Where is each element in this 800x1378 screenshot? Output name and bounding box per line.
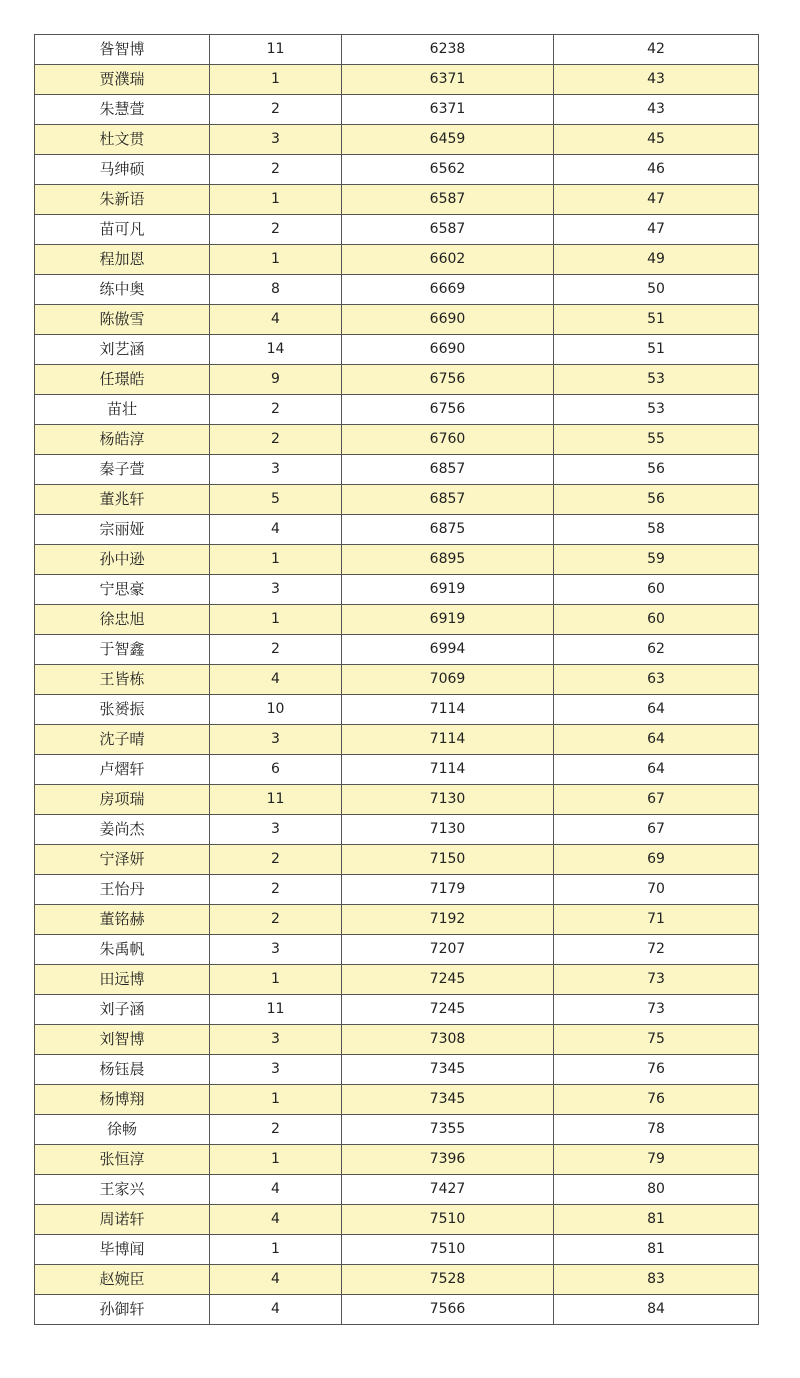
rank-cell: 76 xyxy=(554,1055,759,1085)
count-cell: 2 xyxy=(210,155,342,185)
table-row xyxy=(35,65,759,95)
name-cell: 宁思豪 xyxy=(35,575,210,605)
table-row xyxy=(35,575,759,605)
name-cell: 沈子晴 xyxy=(35,725,210,755)
rank-cell: 50 xyxy=(554,275,759,305)
table-row xyxy=(35,845,759,875)
rank-cell: 79 xyxy=(554,1145,759,1175)
score-cell: 6760 xyxy=(342,425,554,455)
name-cell: 徐畅 xyxy=(35,1115,210,1145)
count-cell: 3 xyxy=(210,815,342,845)
table-row xyxy=(35,635,759,665)
name-cell: 孙御轩 xyxy=(35,1295,210,1325)
table-row xyxy=(35,1055,759,1085)
count-cell: 3 xyxy=(210,725,342,755)
name-cell: 练中奥 xyxy=(35,275,210,305)
count-cell: 2 xyxy=(210,215,342,245)
rank-cell: 56 xyxy=(554,455,759,485)
score-cell: 7207 xyxy=(342,935,554,965)
count-cell: 3 xyxy=(210,125,342,155)
count-cell: 10 xyxy=(210,695,342,725)
count-cell: 11 xyxy=(210,35,342,65)
rank-cell: 59 xyxy=(554,545,759,575)
score-cell: 7528 xyxy=(342,1265,554,1295)
table-row xyxy=(35,1295,759,1325)
name-cell: 王皆栋 xyxy=(35,665,210,695)
score-cell: 6562 xyxy=(342,155,554,185)
count-cell: 1 xyxy=(210,185,342,215)
score-cell: 7245 xyxy=(342,995,554,1025)
name-cell: 苗可凡 xyxy=(35,215,210,245)
rank-cell: 53 xyxy=(554,395,759,425)
name-cell: 赵婉臣 xyxy=(35,1265,210,1295)
count-cell: 11 xyxy=(210,995,342,1025)
score-cell: 7308 xyxy=(342,1025,554,1055)
name-cell: 朱新语 xyxy=(35,185,210,215)
count-cell: 1 xyxy=(210,245,342,275)
rank-cell: 67 xyxy=(554,785,759,815)
score-cell: 6994 xyxy=(342,635,554,665)
name-cell: 任璟皓 xyxy=(35,365,210,395)
table-row xyxy=(35,215,759,245)
name-cell: 杨博翔 xyxy=(35,1085,210,1115)
score-cell: 7566 xyxy=(342,1295,554,1325)
score-cell: 7069 xyxy=(342,665,554,695)
table-row xyxy=(35,275,759,305)
count-cell: 2 xyxy=(210,905,342,935)
rank-cell: 83 xyxy=(554,1265,759,1295)
count-cell: 8 xyxy=(210,275,342,305)
rank-cell: 71 xyxy=(554,905,759,935)
count-cell: 1 xyxy=(210,65,342,95)
name-cell: 宁泽妍 xyxy=(35,845,210,875)
count-cell: 4 xyxy=(210,1265,342,1295)
rank-cell: 53 xyxy=(554,365,759,395)
name-cell: 卢熠轩 xyxy=(35,755,210,785)
rank-cell: 58 xyxy=(554,515,759,545)
name-cell: 刘子涵 xyxy=(35,995,210,1025)
count-cell: 14 xyxy=(210,335,342,365)
score-cell: 7130 xyxy=(342,785,554,815)
name-cell: 毕博闻 xyxy=(35,1235,210,1265)
table-row xyxy=(35,95,759,125)
rank-cell: 62 xyxy=(554,635,759,665)
name-cell: 朱禹帆 xyxy=(35,935,210,965)
rank-cell: 49 xyxy=(554,245,759,275)
table-row xyxy=(35,695,759,725)
score-cell: 6238 xyxy=(342,35,554,65)
table-row xyxy=(35,755,759,785)
name-cell: 张恒淳 xyxy=(35,1145,210,1175)
rank-cell: 84 xyxy=(554,1295,759,1325)
name-cell: 杜文贯 xyxy=(35,125,210,155)
table-row xyxy=(35,1205,759,1235)
table-row xyxy=(35,815,759,845)
count-cell: 4 xyxy=(210,1295,342,1325)
rank-cell: 55 xyxy=(554,425,759,455)
score-cell: 6371 xyxy=(342,65,554,95)
rank-cell: 60 xyxy=(554,575,759,605)
count-cell: 1 xyxy=(210,965,342,995)
table-row xyxy=(35,605,759,635)
name-cell: 贾濮瑞 xyxy=(35,65,210,95)
name-cell: 徐忠旭 xyxy=(35,605,210,635)
score-cell: 6371 xyxy=(342,95,554,125)
name-cell: 姜尚杰 xyxy=(35,815,210,845)
rank-cell: 43 xyxy=(554,65,759,95)
table-row xyxy=(35,1265,759,1295)
score-cell: 6756 xyxy=(342,395,554,425)
name-cell: 陈傲雪 xyxy=(35,305,210,335)
score-cell: 7245 xyxy=(342,965,554,995)
name-cell: 程加恩 xyxy=(35,245,210,275)
name-cell: 房项瑞 xyxy=(35,785,210,815)
score-cell: 6895 xyxy=(342,545,554,575)
rank-cell: 42 xyxy=(554,35,759,65)
count-cell: 4 xyxy=(210,1175,342,1205)
count-cell: 4 xyxy=(210,515,342,545)
rank-cell: 47 xyxy=(554,185,759,215)
count-cell: 5 xyxy=(210,485,342,515)
count-cell: 2 xyxy=(210,1115,342,1145)
name-cell: 张赟振 xyxy=(35,695,210,725)
count-cell: 2 xyxy=(210,635,342,665)
count-cell: 1 xyxy=(210,1145,342,1175)
table-row xyxy=(35,35,759,65)
score-cell: 6690 xyxy=(342,335,554,365)
rank-cell: 46 xyxy=(554,155,759,185)
table-row xyxy=(35,365,759,395)
name-cell: 田远博 xyxy=(35,965,210,995)
score-cell: 7114 xyxy=(342,755,554,785)
rank-cell: 64 xyxy=(554,755,759,785)
name-cell: 杨皓淳 xyxy=(35,425,210,455)
score-cell: 6669 xyxy=(342,275,554,305)
ranking-table xyxy=(34,34,759,1325)
name-cell: 马绅硕 xyxy=(35,155,210,185)
rank-cell: 64 xyxy=(554,725,759,755)
table-row xyxy=(35,395,759,425)
name-cell: 董兆轩 xyxy=(35,485,210,515)
name-cell: 周诺轩 xyxy=(35,1205,210,1235)
score-cell: 7345 xyxy=(342,1055,554,1085)
table-row xyxy=(35,965,759,995)
rank-cell: 76 xyxy=(554,1085,759,1115)
rank-cell: 81 xyxy=(554,1235,759,1265)
score-cell: 7179 xyxy=(342,875,554,905)
table-row xyxy=(35,185,759,215)
table-row xyxy=(35,485,759,515)
score-cell: 6875 xyxy=(342,515,554,545)
score-cell: 6857 xyxy=(342,485,554,515)
table-row xyxy=(35,1085,759,1115)
table-row xyxy=(35,245,759,275)
score-cell: 7192 xyxy=(342,905,554,935)
table-row xyxy=(35,665,759,695)
count-cell: 3 xyxy=(210,935,342,965)
rank-cell: 73 xyxy=(554,995,759,1025)
count-cell: 1 xyxy=(210,545,342,575)
count-cell: 4 xyxy=(210,665,342,695)
count-cell: 2 xyxy=(210,95,342,125)
rank-cell: 80 xyxy=(554,1175,759,1205)
score-cell: 7130 xyxy=(342,815,554,845)
table-row xyxy=(35,725,759,755)
name-cell: 杨钰晨 xyxy=(35,1055,210,1085)
score-cell: 7114 xyxy=(342,725,554,755)
name-cell: 刘艺涵 xyxy=(35,335,210,365)
score-cell: 7345 xyxy=(342,1085,554,1115)
count-cell: 4 xyxy=(210,305,342,335)
table-row xyxy=(35,785,759,815)
table-row xyxy=(35,935,759,965)
name-cell: 秦子萱 xyxy=(35,455,210,485)
rank-cell: 51 xyxy=(554,335,759,365)
table-row xyxy=(35,305,759,335)
count-cell: 6 xyxy=(210,755,342,785)
count-cell: 3 xyxy=(210,1025,342,1055)
name-cell: 朱慧萱 xyxy=(35,95,210,125)
name-cell: 苗壮 xyxy=(35,395,210,425)
table-row xyxy=(35,1115,759,1145)
score-cell: 7427 xyxy=(342,1175,554,1205)
table-row xyxy=(35,905,759,935)
rank-cell: 47 xyxy=(554,215,759,245)
table-row xyxy=(35,1025,759,1055)
rank-cell: 78 xyxy=(554,1115,759,1145)
table-row xyxy=(35,1235,759,1265)
rank-cell: 51 xyxy=(554,305,759,335)
rank-cell: 70 xyxy=(554,875,759,905)
score-cell: 7355 xyxy=(342,1115,554,1145)
count-cell: 1 xyxy=(210,605,342,635)
table-row xyxy=(35,335,759,365)
table-row xyxy=(35,995,759,1025)
score-cell: 6587 xyxy=(342,185,554,215)
table-row xyxy=(35,455,759,485)
score-cell: 7510 xyxy=(342,1205,554,1235)
rank-cell: 75 xyxy=(554,1025,759,1055)
name-cell: 于智鑫 xyxy=(35,635,210,665)
score-cell: 6587 xyxy=(342,215,554,245)
count-cell: 2 xyxy=(210,845,342,875)
rank-cell: 64 xyxy=(554,695,759,725)
rank-cell: 81 xyxy=(554,1205,759,1235)
score-cell: 7150 xyxy=(342,845,554,875)
table-row xyxy=(35,545,759,575)
table-row xyxy=(35,125,759,155)
count-cell: 3 xyxy=(210,455,342,485)
rank-cell: 73 xyxy=(554,965,759,995)
rank-cell: 60 xyxy=(554,605,759,635)
score-cell: 7510 xyxy=(342,1235,554,1265)
score-cell: 6602 xyxy=(342,245,554,275)
rank-cell: 45 xyxy=(554,125,759,155)
rank-cell: 56 xyxy=(554,485,759,515)
name-cell: 昝智博 xyxy=(35,35,210,65)
score-cell: 7114 xyxy=(342,695,554,725)
table-row xyxy=(35,425,759,455)
table-row xyxy=(35,875,759,905)
table-row xyxy=(35,515,759,545)
name-cell: 董铭赫 xyxy=(35,905,210,935)
count-cell: 2 xyxy=(210,395,342,425)
name-cell: 刘智博 xyxy=(35,1025,210,1055)
table-row xyxy=(35,1145,759,1175)
name-cell: 王怡丹 xyxy=(35,875,210,905)
score-cell: 6459 xyxy=(342,125,554,155)
count-cell: 4 xyxy=(210,1205,342,1235)
rank-cell: 67 xyxy=(554,815,759,845)
table-row xyxy=(35,155,759,185)
count-cell: 2 xyxy=(210,875,342,905)
count-cell: 3 xyxy=(210,575,342,605)
count-cell: 9 xyxy=(210,365,342,395)
count-cell: 3 xyxy=(210,1055,342,1085)
name-cell: 王家兴 xyxy=(35,1175,210,1205)
count-cell: 1 xyxy=(210,1085,342,1115)
score-cell: 6857 xyxy=(342,455,554,485)
score-cell: 6919 xyxy=(342,605,554,635)
rank-cell: 72 xyxy=(554,935,759,965)
name-cell: 宗丽娅 xyxy=(35,515,210,545)
score-cell: 6756 xyxy=(342,365,554,395)
rank-cell: 43 xyxy=(554,95,759,125)
table-row xyxy=(35,1175,759,1205)
rank-cell: 69 xyxy=(554,845,759,875)
score-cell: 7396 xyxy=(342,1145,554,1175)
count-cell: 2 xyxy=(210,425,342,455)
table-body xyxy=(35,35,759,1325)
name-cell: 孙中逊 xyxy=(35,545,210,575)
rank-cell: 63 xyxy=(554,665,759,695)
count-cell: 11 xyxy=(210,785,342,815)
score-cell: 6919 xyxy=(342,575,554,605)
count-cell: 1 xyxy=(210,1235,342,1265)
score-cell: 6690 xyxy=(342,305,554,335)
